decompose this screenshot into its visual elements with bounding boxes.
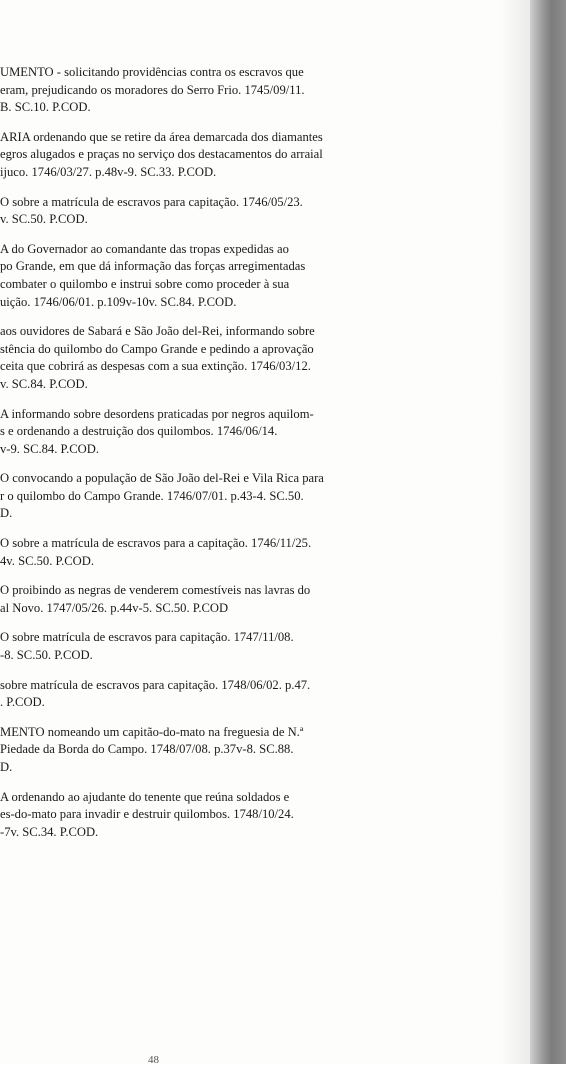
page-number: 48 [148,1054,159,1066]
entry-line: aos ouvidores de Sabará e São João del-Rei, informando sobre [0,324,315,339]
entry-line: stência do quilombo do Campo Grande e pedindo a aprovação [0,341,314,356]
catalog-entry-12 [0,724,462,777]
entry-line: 4v. SC.50. P.COD. [0,553,95,568]
entry-line: uição. 1746/06/01. p.109v-10v. SC.84. P.COD. [0,294,237,309]
entry-line: al Novo. 1747/05/26. p.44v-5. SC.50. P.COD [0,600,229,615]
catalog-entry-1 [0,64,462,117]
catalog-entry-3 [0,194,462,229]
entry-line: r o quilombo do Campo Grande. 1746/07/01. p.43-4. SC.50. [0,488,304,503]
entry-line: po Grande, em que dá informação das forças arregimentadas [0,259,306,274]
entry-line: egros alugados e praças no serviço dos destacamentos do arraial [0,147,323,162]
entry-line: O convocando a população de São João del-Rei e Vila Rica para [0,471,324,486]
entry-line: ijuco. 1746/03/27. p.48v-9. SC.33. P.COD. [0,164,217,179]
entry-line: B. SC.10. P.COD. [0,100,91,115]
entry-line: . P.COD. [0,695,45,710]
catalog-entry-6 [0,406,462,459]
entry-line: UMENTO - solicitando providências contra os escravos que [0,65,304,79]
entry-line: v. SC.50. P.COD. [0,212,88,227]
entry-line: eram, prejudicando os moradores do Serro Frio. 1745/09/11. [0,82,305,97]
entry-line: v-9. SC.84. P.COD. [0,441,100,456]
catalog-entry-5 [0,323,462,393]
entry-line: Piedade da Borda do Campo. 1748/07/08. p.37v-8. SC.88. [0,742,294,757]
spine-shadow [500,0,530,1064]
entry-line: O sobre a matrícula de escravos para capitação. 1746/05/23. [0,194,303,209]
entry-line: O sobre matrícula de escravos para capitação. 1747/11/08. [0,630,294,645]
catalog-entry-9 [0,582,462,617]
entry-line: A do Governador ao comandante das tropas expedidas ao [0,241,289,256]
entry-line: -7v. SC.34. P.COD. [0,824,99,839]
entry-line: O proibindo as negras de venderem comestíveis nas lavras do [0,583,311,598]
catalog-entry-2 [0,129,462,182]
entry-line: ARIA ordenando que se retire da área demarcada dos diamantes [0,129,323,144]
entry-line: s e ordenando a destruição dos quilombos. 1746/06/14. [0,424,278,439]
catalog-entry-8 [0,535,462,570]
catalog-entry-10 [0,629,462,664]
catalog-entry-13 [0,789,462,842]
entry-line: D. [0,506,13,521]
catalog-column [0,64,462,841]
entry-line: -8. SC.50. P.COD. [0,648,93,663]
entry-line: sobre matrícula de escravos para capitação. 1748/06/02. p.47. [0,677,311,692]
entry-line: combater o quilombo e instrui sobre como proceder à sua [0,276,290,291]
entry-line: A informando sobre desordens praticadas por negros aquilom- [0,406,314,421]
entry-line: v. SC.84. P.COD. [0,376,88,391]
book-spine [530,0,566,1064]
entry-line: es-do-mato para invadir e destruir quilombos. 1748/10/24. [0,807,294,822]
catalog-entry-7 [0,470,462,523]
entry-line: D. [0,760,13,774]
entry-line: ceita que cobrirá as despesas com a sua extinção. 1746/03/12. [0,359,311,374]
entry-line: O sobre a matrícula de escravos para a capitação. 1746/11/25. [0,536,312,551]
entry-line: MENTO nomeando um capitão-do-mato na freguesia de N.ª [0,724,304,739]
catalog-entry-4 [0,241,462,311]
entry-line: A ordenando ao ajudante do tenente que reúna soldados e [0,789,290,804]
catalog-entry-11 [0,677,462,712]
